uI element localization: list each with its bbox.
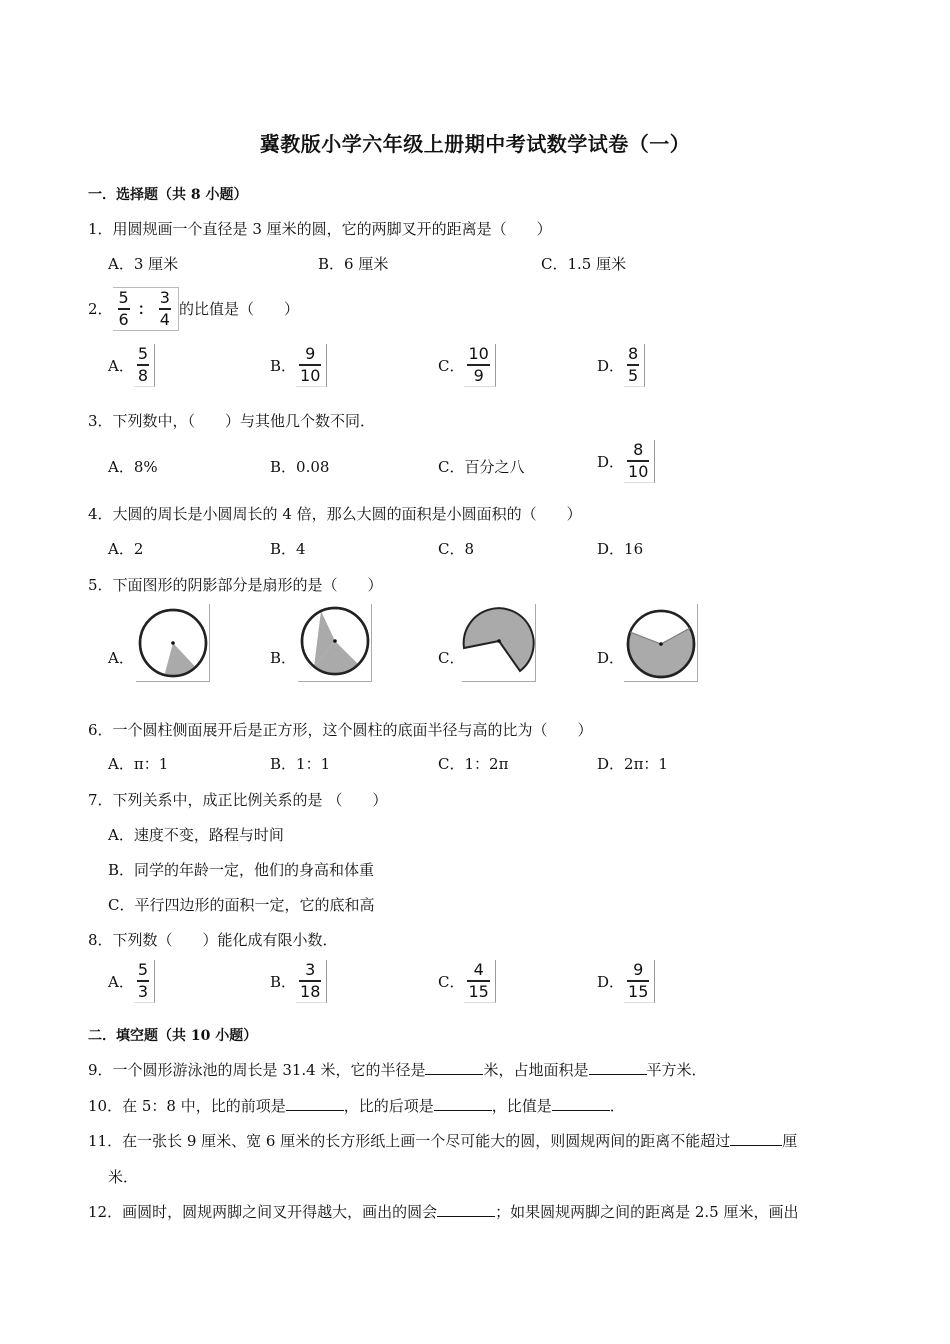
q8-option-c[interactable]: C． $\frac{4}{15}$ bbox=[438, 960, 496, 1003]
q9-blank-radius[interactable] bbox=[425, 1061, 483, 1075]
q6-option-c[interactable]: C．1：2π bbox=[438, 755, 509, 773]
q2-colon: ： bbox=[137, 300, 153, 319]
section-heading-fill: 二．填空题（共 10 小题） bbox=[88, 1028, 258, 1044]
question-10: 10．在 5：8 中，比的前项是 ，比的后项是 ，比值是 ． bbox=[88, 1097, 625, 1115]
q8-option-b[interactable]: B． $\frac{3}{18}$ bbox=[270, 960, 327, 1003]
q5-option-a-label[interactable]: A． bbox=[108, 649, 134, 667]
q7-option-c[interactable]: C．平行四边形的面积一定，它的底和高 bbox=[108, 896, 375, 914]
question-9: 9．一个圆形游泳池的周长是 31.4 米，它的半径是 米，占地面积是 平方米． bbox=[88, 1061, 707, 1079]
q2-option-c[interactable]: C． $\frac{10}{9}$ bbox=[438, 344, 496, 387]
q5-option-a-figure[interactable] bbox=[136, 604, 210, 682]
question-1-text: 1．用圆规画一个直径是 3 厘米的圆，它的两脚叉开的距离是（ ） bbox=[88, 220, 552, 238]
q3-option-a[interactable]: A．8% bbox=[108, 458, 158, 476]
q3-option-b[interactable]: B．0.08 bbox=[270, 458, 330, 476]
q5-option-d-label[interactable]: D． bbox=[597, 649, 625, 667]
q7-option-b[interactable]: B．同学的年龄一定，他们的身高和体重 bbox=[108, 861, 375, 879]
q1-option-b[interactable]: B．6 厘米 bbox=[318, 255, 389, 273]
q10-blank-ratio[interactable] bbox=[552, 1097, 610, 1111]
question-8-text: 8．下列数（ ）能化成有限小数． bbox=[88, 931, 338, 949]
q4-option-a[interactable]: A．2 bbox=[108, 540, 144, 558]
question-11-continued: 米． bbox=[108, 1168, 139, 1186]
q12-blank-size[interactable] bbox=[437, 1203, 495, 1217]
q6-option-a[interactable]: A．π：1 bbox=[108, 755, 169, 773]
question-11: 11．在一张长 9 厘米、宽 6 厘米的长方形纸上画一个尽可能大的圆，则圆规两间的距离不能超过 厘 bbox=[88, 1132, 798, 1150]
question-6-text: 6．一个圆柱侧面展开后是正方形，这个圆柱的底面半径与高的比为（ ） bbox=[88, 721, 593, 739]
q2-option-d[interactable]: D． $\frac{8}{5}$ bbox=[597, 344, 645, 387]
q4-option-b[interactable]: B．4 bbox=[270, 540, 306, 558]
question-3-text: 3．下列数中，（ ）与其他几个数不同． bbox=[88, 412, 376, 430]
section-heading-choice: 一．选择题（共 8 小题） bbox=[88, 187, 248, 203]
q5-option-c-figure[interactable] bbox=[462, 604, 536, 682]
q8-option-d[interactable]: D． $\frac{9}{15}$ bbox=[597, 960, 655, 1003]
q5-option-d-figure[interactable] bbox=[624, 604, 698, 682]
q10-blank-antecedent[interactable] bbox=[286, 1097, 344, 1111]
q6-option-d[interactable]: D．2π：1 bbox=[597, 755, 668, 773]
q11-blank-distance[interactable] bbox=[730, 1132, 782, 1146]
q5-option-b-label[interactable]: B． bbox=[270, 649, 297, 667]
question-5-text: 5．下面图形的阴影部分是扇形的是（ ） bbox=[88, 576, 383, 594]
q4-option-d[interactable]: D．16 bbox=[597, 540, 644, 558]
question-4-text: 4．大圆的周长是小圆周长的 4 倍，那么大圆的面积是小圆面积的（ ） bbox=[88, 505, 582, 523]
q7-option-a[interactable]: A．速度不变，路程与时间 bbox=[108, 826, 284, 844]
q9-blank-area[interactable] bbox=[589, 1061, 647, 1075]
q2-option-a[interactable]: A． $\frac{5}{8}$ bbox=[108, 344, 155, 387]
q2-fraction-2: $\frac{3}{4}$ bbox=[159, 288, 170, 329]
q10-blank-consequent[interactable] bbox=[434, 1097, 492, 1111]
q8-option-a[interactable]: A． $\frac{5}{3}$ bbox=[108, 960, 155, 1003]
q1-option-c[interactable]: C．1.5 厘米 bbox=[541, 255, 627, 273]
q5-option-c-label[interactable]: C． bbox=[438, 649, 465, 667]
q4-option-c[interactable]: C．8 bbox=[438, 540, 475, 558]
question-2 bbox=[88, 287, 299, 331]
q3-option-c[interactable]: C．百分之八 bbox=[438, 458, 525, 476]
q3-option-d[interactable]: D． $\frac{8}{10}$ bbox=[597, 440, 655, 483]
q2-option-b[interactable]: B． $\frac{9}{10}$ bbox=[270, 344, 327, 387]
question-12: 12．画圆时，圆规两脚之间叉开得越大，画出的圆会 ；如果圆规两脚之间的距离是 2.5 厘米，画出 bbox=[88, 1203, 799, 1221]
q2-ratio-image bbox=[113, 287, 179, 331]
question-7-text: 7．下列关系中，成正比例关系的是 （ ） bbox=[88, 791, 388, 809]
page-title: 冀教版小学六年级上册期中考试数学试卷（一） bbox=[259, 132, 691, 156]
q2-number: 2． bbox=[88, 300, 113, 319]
q2-fraction-1: $\frac{5}{6}$ bbox=[118, 288, 129, 329]
q6-option-b[interactable]: B．1：1 bbox=[270, 755, 331, 773]
q2-suffix: 的比值是（ ） bbox=[178, 300, 299, 319]
q1-option-a[interactable]: A．3 厘米 bbox=[108, 255, 179, 273]
q5-option-b-figure[interactable] bbox=[298, 604, 372, 682]
